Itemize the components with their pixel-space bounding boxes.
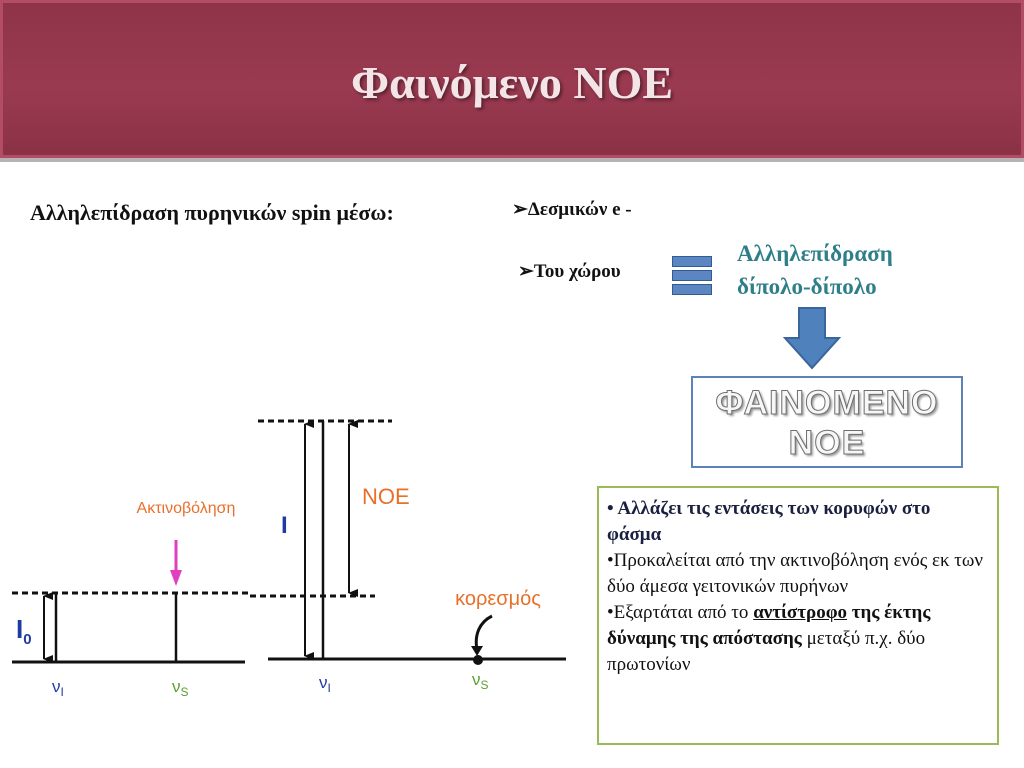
dipole-text-line1: Αλληλεπίδραση bbox=[737, 241, 893, 266]
saturation-arrow-head bbox=[471, 646, 483, 656]
label-I: I bbox=[281, 512, 288, 539]
irradiation-arrow-head bbox=[170, 570, 182, 586]
info-point-distance: •Εξαρτάται από το αντίστροφο της έκτης δύναμης της απόστασης μεταξύ π.χ. δύο πρωτονίων bbox=[607, 602, 931, 675]
inverse-word: αντίστροφο bbox=[753, 602, 848, 623]
label-vI-left: $\nu_I$ bbox=[52, 677, 64, 699]
label-I0: $I_0$ bbox=[16, 614, 32, 648]
label-vS-right: $\nu_S$ bbox=[472, 670, 489, 692]
noe-phenomenon-box bbox=[691, 376, 963, 468]
noe-energy-diagram bbox=[0, 400, 590, 700]
noe-box-line2: NOE bbox=[788, 424, 866, 462]
down-arrow-icon bbox=[782, 306, 842, 370]
info-point-irradiation: •Προκαλείται από την ακτινοβόληση ενός εκ των δύο άμεσα γειτονικών πυρήνων bbox=[607, 550, 984, 597]
label-vI-right: $\nu_I$ bbox=[319, 673, 331, 695]
label-vS-left: $\nu_S$ bbox=[172, 677, 189, 699]
saturation-dot bbox=[473, 655, 483, 665]
info-box bbox=[597, 486, 999, 745]
bullet-bonding-electrons: ➢Δεσμικών e - bbox=[512, 199, 632, 220]
info-point-intensities: • Αλλάζει τις εντάσεις των κορυφών στο φάσμα bbox=[607, 498, 931, 545]
dipole-text-line2: δίπολο-δίπολο bbox=[737, 274, 877, 299]
label-saturation: κορεσμός bbox=[455, 588, 541, 610]
label-irradiation: Ακτινοβόληση bbox=[136, 500, 236, 517]
saturation-curve bbox=[476, 616, 492, 650]
label-noe: NOE bbox=[362, 484, 410, 509]
lead-text: Αλληλεπίδραση πυρηνικών spin μέσω: bbox=[30, 200, 394, 225]
noe-box-line1: ΦΑΙΝΟΜΕΝΟ bbox=[715, 384, 939, 422]
bullet-through-space: ➢Του χώρου bbox=[518, 261, 621, 282]
slide-title: Φαινόμενο NOE bbox=[350, 57, 674, 108]
